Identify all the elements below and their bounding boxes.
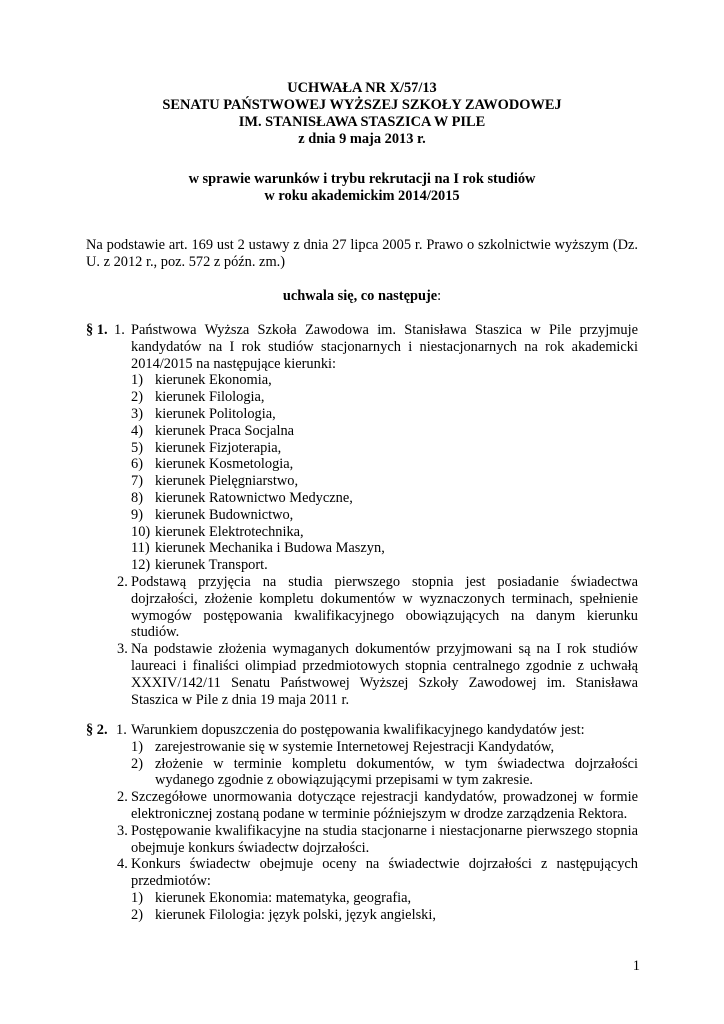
point-text: Podstawą przyjęcia na studia pierwszego stopnia jest posiadanie świadectwa dojrzałości, złożenie kompletu dokumentów w wyznaczonych terminach, spełnienie wymogów postępowania kwalifikacyjnego obowiązujących na danym kierunku studiów. — [131, 573, 638, 641]
list-item — [131, 540, 638, 557]
section-1 — [86, 322, 638, 708]
list-item-text: złożenie w terminie kompletu dokumentów, w tym świadectwa dojrzałości wydanego zgodnie z obowiązującymi przepisami w tym zakresie. — [155, 755, 638, 789]
resolution-number: UCHWAŁA NR X/57/13 — [287, 80, 437, 96]
list-item-number: 6) — [131, 456, 143, 473]
list-item — [131, 907, 638, 924]
list-item-text: kierunek Fizjoterapia, — [155, 439, 282, 456]
section-1-point-3 — [117, 641, 638, 708]
section-1-point-1 — [114, 322, 638, 574]
list-item-text: kierunek Transport. — [155, 557, 268, 574]
resolve-colon: : — [437, 288, 442, 304]
list-item — [131, 389, 638, 406]
point-text: Na podstawie złożenia wymaganych dokumentów przyjmowani są na I rok studiów laureaci i finaliści olimpiad przedmiotowych stopnia centralnego zgodnie z uchwałą XXXIV/142/11 Senatu Państwowej Wyższej Szkoły Zawodowej im. Stanisława Staszica w Pile z dnia 19 maja 2011 r. — [131, 641, 638, 708]
list-item-number: 2) — [131, 755, 143, 772]
point-text: Szczegółowe unormowania dotyczące rejestracji kandydatów, prowadzonej w formie elektronicznej zostaną podane w terminie późniejszym w drodze zarządzenia Rektora. — [131, 789, 638, 822]
list-item-text: kierunek Ekonomia: matematyka, geografia, — [155, 889, 412, 906]
list-item-text: kierunek Kosmetologia, — [155, 456, 294, 473]
resolution-date: z dnia 9 maja 2013 r. — [298, 131, 426, 147]
list-item-number: 2) — [131, 906, 143, 923]
list-item-text: kierunek Pielęgniarstwo, — [155, 473, 299, 490]
list-item — [131, 490, 638, 507]
point-number: 3. — [117, 822, 128, 839]
point-text: Warunkiem dopuszczenia do postępowania kwalifikacyjnego kandydatów jest: — [131, 722, 585, 738]
subject-line-2: w roku akademickim 2014/2015 — [264, 188, 460, 204]
list-item-number: 8) — [131, 489, 143, 506]
list-item-text: kierunek Mechanika i Budowa Maszyn, — [155, 540, 385, 557]
list-item-number: 11) — [131, 540, 150, 557]
section-2-point-3 — [117, 823, 638, 857]
point-text: Konkurs świadectw obejmuje oceny na świadectwie dojrzałości z następujących przedmiotów: — [131, 856, 638, 890]
list-item — [131, 406, 638, 423]
list-item — [131, 423, 638, 440]
list-item — [131, 440, 638, 457]
list-item-number: 9) — [131, 506, 143, 523]
section-2-point-1 — [117, 722, 638, 789]
point-number: 2. — [117, 573, 128, 590]
list-item-number: 5) — [131, 439, 143, 456]
resolve-clause — [0, 288, 724, 305]
list-item — [131, 756, 638, 790]
list-item-number: 7) — [131, 473, 143, 490]
point-text: Państwowa Wyższa Szkoła Zawodowa im. Stanisława Staszica w Pile przyjmuje kandydatów na I rok studiów stacjonarnych i niestacjonarnych na rok akademicki 2014/2015 na następujące kierunki: — [131, 322, 638, 372]
list-item-text: kierunek Ratownictwo Medyczne, — [155, 489, 353, 506]
conditions-list — [131, 739, 638, 789]
resolve-text: uchwala się, co następuje — [282, 288, 438, 304]
list-item — [131, 507, 638, 524]
section-1-point-2 — [117, 574, 638, 641]
subjects-list — [131, 890, 638, 924]
list-item — [131, 473, 638, 490]
section-2-point-2 — [117, 789, 638, 823]
section-2-label: § 2. — [86, 722, 108, 738]
point-number: 1. — [114, 322, 125, 338]
section-2-point-4 — [117, 856, 638, 923]
legal-basis: Na podstawie art. 169 ust 2 ustawy z dnia 27 lipca 2005 r. Prawo o szkolnictwie wyższym (Dz. U. z 2012 r., poz. 572 z późn. zm.) — [86, 237, 638, 270]
list-item-number: 2) — [131, 389, 143, 406]
list-item-text: kierunek Praca Socjalna — [155, 422, 295, 439]
list-item-text: kierunek Elektrotechnika, — [155, 523, 304, 540]
section-2 — [86, 722, 638, 924]
list-item — [131, 739, 638, 756]
list-item-number: 10) — [131, 523, 151, 540]
list-item-text: kierunek Filologia: język polski, język angielski, — [155, 906, 436, 923]
list-item-number: 1) — [131, 738, 143, 755]
senate-name: SENATU PAŃSTWOWEJ WYŻSZEJ SZKOŁY ZAWODOWEJ — [162, 97, 562, 113]
point-number: 4. — [117, 856, 128, 873]
list-item-number: 1) — [131, 372, 143, 389]
list-item — [131, 890, 638, 907]
school-patron: IM. STANISŁAWA STASZICA W PILE — [238, 114, 486, 130]
list-item — [131, 372, 638, 389]
list-item — [131, 456, 638, 473]
list-item-text: zarejestrowanie się w systemie Internetowej Rejestracji Kandydatów, — [155, 738, 555, 755]
list-item — [131, 524, 638, 541]
point-number: 1. — [116, 722, 127, 738]
resolution-subject — [0, 171, 724, 205]
resolution-header — [0, 80, 724, 148]
list-item-text: kierunek Ekonomia, — [155, 372, 272, 389]
list-item — [131, 557, 638, 574]
list-item-number: 1) — [131, 889, 143, 906]
list-item-text: kierunek Filologia, — [155, 389, 265, 406]
list-item-text: kierunek Budownictwo, — [155, 506, 294, 523]
point-number: 3. — [117, 641, 128, 658]
list-item-number: 4) — [131, 422, 143, 439]
list-item-number: 3) — [131, 405, 143, 422]
point-number: 2. — [117, 789, 128, 806]
point-text: Postępowanie kwalifikacyjne na studia stacjonarne i niestacjonarne pierwszego stopnia obejmuje konkurs świadectw dojrzałości. — [131, 822, 638, 856]
subject-line-1: w sprawie warunków i trybu rekrutacji na I rok studiów — [188, 171, 536, 187]
programs-list — [131, 372, 638, 574]
list-item-number: 12) — [131, 557, 151, 574]
page-number: 1 — [632, 958, 640, 974]
section-1-label: § 1. — [86, 322, 108, 338]
list-item-text: kierunek Politologia, — [155, 405, 276, 422]
